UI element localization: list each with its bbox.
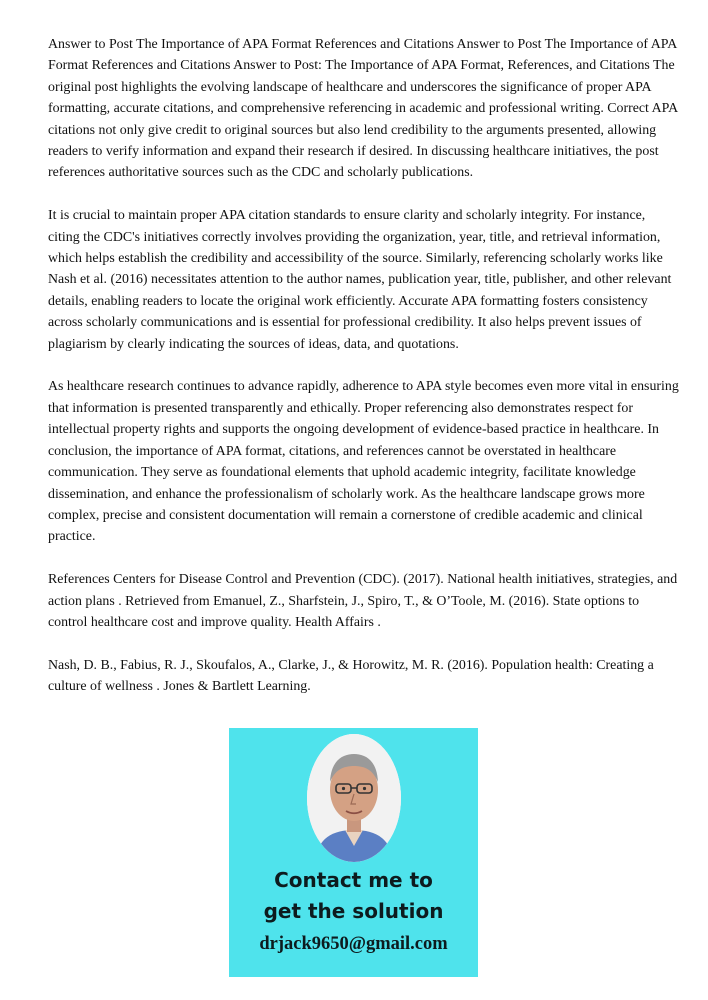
ad-solution-line: get the solution xyxy=(263,899,444,923)
paragraph-citation-standards: It is crucial to maintain proper APA citation standards to ensure clarity and scholarly integrity. For instance, citing the CDC's initiatives correctly involves providing the organization, year, title, and retrieval information, which helps establish the credibility and accessibility of the source. Similarly, referencing scholarly works like Nash et al. (2016) necessitates attention to the author names, publication year, title, publisher, and other relevant details, enabling readers to locate the original work efficiently. Accurate APA formatting fosters consistency across scholarly communications and is essential for professional credibility. It also helps prevent issues of plagiarism by clearly indicating the sources of ideas, data, and quotations. xyxy=(48,208,672,352)
paragraph-conclusion: As healthcare research continues to advance rapidly, adherence to APA style becomes even more vital in ensuring that information is presented transparently and ethically. Proper referencing also demonstrates respect for intellectual property rights and supports the ongoing development of evidence-based practice in healthcare. In conclusion, the importance of APA format, citations, and references cannot be overstated in healthcare communication. They serve as foundational elements that uphold academic integrity, facilitate knowledge dissemination, and enhance the professionalism of scholarly work. As the healthcare landscape grows more complex, precise and consistent documentation will remain a cornerstone of credible academic and clinical practice. xyxy=(48,379,679,545)
ad-email-link[interactable]: drjack9650@gmail.com xyxy=(259,934,448,954)
person-portrait-icon xyxy=(307,734,401,862)
ad-contact-line: Contact me to xyxy=(274,868,433,892)
paragraph-intro: Answer to Post The Importance of APA Format References and Citations Answer to Post The Importance of APA Format References and Citations Answer to Post: The Importance of APA Format, References, and Citations The original post highlights the evolving landscape of healthcare and underscores the significance of proper APA formatting, accurate citations, and comprehensive referencing in academic and professional writing. Correct APA citations not only give credit to original sources but also lend credibility to the arguments presented, allowing readers to verify information and expand their research if desired. In discussing healthcare initiatives, the post references authoritative sources such as the CDC and scholarly publications. xyxy=(48,37,678,181)
paragraph-reference-nash: Nash, D. B., Fabius, R. J., Skoufalos, A., Clarke, J., & Horowitz, M. R. (2016). Population health: Creating a culture of wellness . Jones & Bartlett Learning. xyxy=(48,657,654,695)
paragraph-references: References Centers for Disease Control and Prevention (CDC). (2017). National health initiatives, strategies, and action plans . Retrieved from Emanuel, Z., Sharfstein, J., Spiro, T., & O’Toole, M. (2016). State options to control healthcare cost and improve quality. Health Affairs . xyxy=(48,572,678,630)
contact-ad-banner[interactable] xyxy=(229,728,478,977)
document-body xyxy=(48,34,680,719)
